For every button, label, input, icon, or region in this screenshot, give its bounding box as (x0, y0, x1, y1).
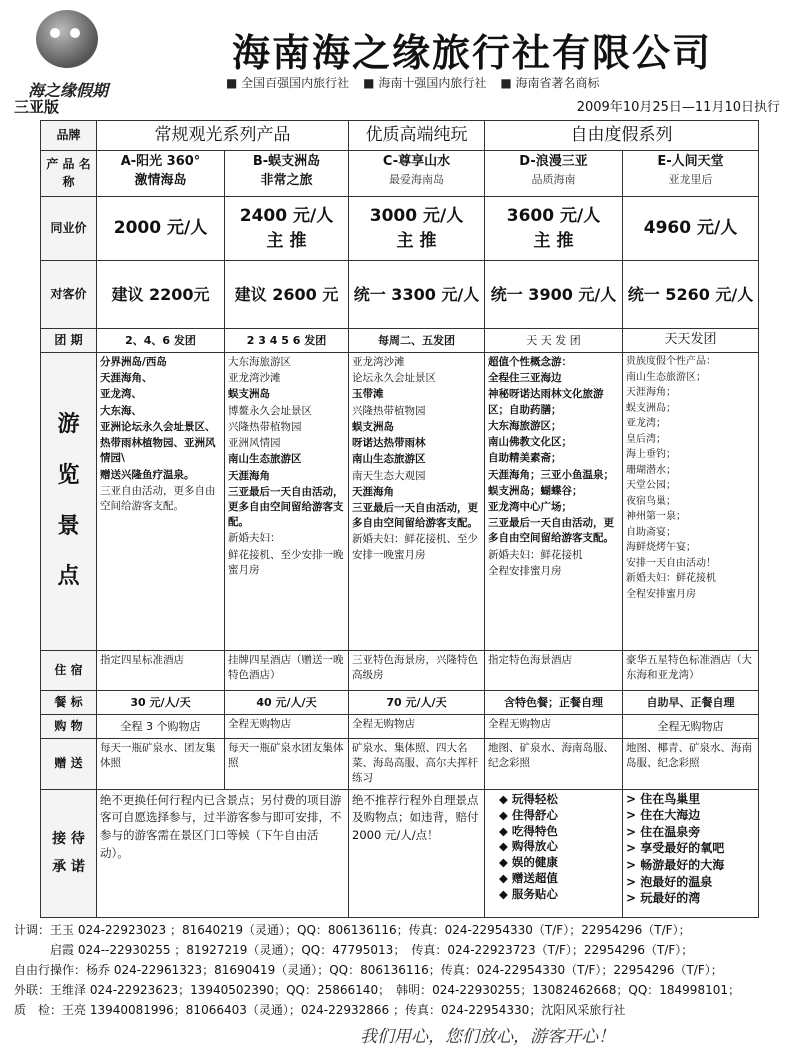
row-trade-price (41, 197, 759, 261)
slogan-1: ■ 全国百强国内旅行社 (226, 74, 349, 91)
meal-e: 自助早、正餐自理 (623, 691, 759, 715)
row-promise (41, 789, 759, 917)
row-name (41, 151, 759, 197)
label-shopping: 购 物 (41, 715, 97, 739)
label-brand: 品牌 (41, 121, 97, 151)
promise-e-item: > 享受最好的氧吧 (626, 841, 725, 856)
label-gifts: 赠 送 (41, 739, 97, 790)
retail-d: 统一 3900 元/人 (485, 261, 623, 329)
contact-line: 外联：王维泽 024-22923623；13940502390；QQ：25866140； 韩明：024-22930255；13082462668；QQ：184998101； (14, 983, 740, 997)
slogan-3: ■ 海南省著名商标 (500, 74, 599, 91)
shop-c: 全程无购物店 (349, 715, 485, 739)
edition-label: 三亚版 (14, 98, 60, 116)
gift-b: 每天一瓶矿泉水团友集体照 (225, 739, 349, 790)
promise-e-item: > 泡最好的温泉 (626, 874, 713, 889)
group-e: 天天发团 (623, 329, 759, 353)
product-e: E-人间天堂 亚龙里后 (623, 151, 759, 197)
sights-c: 亚龙湾沙滩 论坛永久会址景区 玉带滩 兴隆热带植物园 蜈支洲岛 呀诺达热带雨林 南山生态旅游区 南天生态大观园 天涯海角 三亚最后一天自由活动，更多自由空间留给游客支配。 新婚夫妇：鲜花接机、至少安排一晚蜜月房 (349, 353, 485, 651)
promise-d-item: ◆ 服务贴心 (499, 887, 558, 902)
hotel-d: 指定特色海景酒店 (485, 651, 623, 691)
trade-b: 2400 元/人 主 推 (225, 197, 349, 261)
trade-e: 4960 元/人 (623, 197, 759, 261)
trade-c: 3000 元/人 主 推 (349, 197, 485, 261)
gift-c: 矿泉水、集体照、四大名菜、海岛高服、高尔夫挥杆练习 (349, 739, 485, 790)
promise-e-item: > 玩最好的湾 (626, 891, 701, 906)
promise-d-item: ◆ 赠送超值 (499, 871, 558, 886)
group-d: 天 天 发 团 (485, 329, 623, 353)
label-name: 产 品 名 称 (41, 151, 97, 197)
gift-d: 地图、矿泉水、海南岛服、纪念彩照 (485, 739, 623, 790)
sights-b: 大东海旅游区 亚龙湾沙滩 蜈支洲岛 博鳌永久会址景区 兴隆热带植物园 亚洲风情园 南山生态旅游区 天涯海角 三亚最后一天自由活动，更多自由空间留给游客支配。 新婚夫妇： 鲜花接机、至少安排一晚蜜月房 (225, 353, 349, 651)
label-group: 团 期 (41, 329, 97, 353)
group-b: 2 3 4 5 6 发团 (225, 329, 349, 353)
promise-d-item: ◆ 购得放心 (499, 839, 558, 854)
gift-e: 地图、椰青、矿泉水、海南岛服、纪念彩照 (623, 739, 759, 790)
row-gifts (41, 739, 759, 790)
label-trade: 同业价 (41, 197, 97, 261)
contact-line: 启霞 024--22930255 ；81927219（灵通）；QQ：47795013； 传真：024-22923723（T/F）；22954296（T/F）； (14, 943, 694, 957)
gift-a: 每天一瓶矿泉水、团友集体照 (97, 739, 225, 790)
slogans (226, 74, 600, 91)
product-a: A-阳光 360° 激情海岛 (97, 151, 225, 197)
promise-d-item: ◆ 玩得轻松 (499, 791, 558, 806)
category-free: 自由度假系列 (485, 121, 759, 151)
shop-a: 全程 3 个购物店 (97, 715, 225, 739)
row-group-dates (41, 329, 759, 353)
row-hotel (41, 651, 759, 691)
label-meal: 餐 标 (41, 691, 97, 715)
hotel-b: 挂牌四星酒店（赠送一晚特色酒店） (225, 651, 349, 691)
promise-e-item: > 住在鸟巢里 (626, 791, 701, 806)
promise-e-item: > 住在温泉旁 (626, 824, 701, 839)
trade-d: 3600 元/人 主 推 (485, 197, 623, 261)
meal-d: 含特色餐；正餐自理 (485, 691, 623, 715)
promise-e (623, 789, 759, 917)
meal-c: 70 元/人/天 (349, 691, 485, 715)
slogan-2: ■ 海南十强国内旅行社 (363, 74, 486, 91)
trade-a: 2000 元/人 (97, 197, 225, 261)
shop-b: 全程无购物店 (225, 715, 349, 739)
promise-e-item: > 畅游最好的大海 (626, 858, 725, 873)
retail-b: 建议 2600 元 (225, 261, 349, 329)
footer-slogan: 我们用心，您们放心，游客开心！ (360, 1027, 615, 1047)
group-a: 2、4、6 发团 (97, 329, 225, 353)
logo-text: 海之缘假期 (28, 81, 109, 100)
row-brand (41, 121, 759, 151)
product-d: D-浪漫三亚 品质海南 (485, 151, 623, 197)
label-promise: 接 待 承 诺 (41, 789, 97, 917)
retail-c: 统一 3300 元/人 (349, 261, 485, 329)
hotel-e: 豪华五星特色标准酒店（大东海和亚龙湾） (623, 651, 759, 691)
contact-line: 自由行操作：杨乔 024-22961323；81690419（灵通）；QQ：806136116；传真：024-22954330（T/F）；22954296（T/F）； (14, 963, 723, 977)
company-name: 海南海之缘旅行社有限公司 (232, 31, 713, 75)
shop-d: 全程无购物店 (485, 715, 623, 739)
promise-e-item: > 住在大海边 (626, 808, 701, 823)
sights-d: 超值个性概念游： 全程住三亚海边 神秘呀诺达雨林文化旅游区；自助药膳； 大东海旅游区； 南山佛教文化区； 自助精美素斋； 天涯海角；三亚小鱼温泉； 蜈支洲岛；蝴蝶谷； 亚龙湾中心广场； 三亚最后一天自由活动，更多自由空间留给游客支配。 新婚夫妇：鲜花接机 全程安排蜜月房 (485, 353, 623, 651)
product-b: B-蜈支洲岛 非常之旅 (225, 151, 349, 197)
meal-a: 30 元/人/天 (97, 691, 225, 715)
row-meal (41, 691, 759, 715)
contacts (14, 920, 794, 1020)
label-hotel: 住 宿 (41, 651, 97, 691)
promise-c: 绝不推荐行程外自理景点及购物点；如违背，赔付 2000 元/人/点！ (349, 789, 485, 917)
hotel-c: 三亚特色海景房，兴隆特色高级房 (349, 651, 485, 691)
promise-d-item: ◆ 住得舒心 (499, 807, 558, 822)
category-regular: 常规观光系列产品 (97, 121, 349, 151)
header (0, 0, 800, 118)
label-retail: 对客价 (41, 261, 97, 329)
promise-ab: 绝不更换任何行程内已含景点；另付费的项目游客可自愿选择参与，过半游客参与即可安排，不参与的游客需在景区门口等候（下午自由活动）。 (97, 789, 349, 917)
category-premium: 优质高端纯玩 (349, 121, 485, 151)
mascot-icon (36, 10, 98, 68)
retail-a: 建议 2200元 (97, 261, 225, 329)
sights-a: 分界洲岛/西岛 天涯海角、 亚龙湾、 大东海、 亚洲论坛永久会址景区、 热带雨林植物园、亚洲风情园\ 赠送兴隆鱼疗温泉。 三亚自由活动，更多自由空间给游客支配。 (97, 353, 225, 651)
shop-e: 全程无购物店 (623, 715, 759, 739)
validity-date: 2009年10月25日—11月10日执行 (576, 100, 780, 115)
sights-e: 贵族度假个性产品： 南山生态旅游区； 天涯海角； 蜈支洲岛； 亚龙湾； 皇后湾； 海上垂钓； 珊瑚潜水； 天堂公园； 夜宿鸟巢； 神州第一泉； 自助斋宴； 海鲜烧烤午宴； 安排一天自由活动！ 新婚夫妇：鲜花接机 全程安排蜜月房 (623, 353, 759, 651)
row-sights (41, 353, 759, 651)
promise-d (485, 789, 623, 917)
promise-d-item: ◆ 吃得特色 (499, 823, 558, 838)
hotel-a: 指定四星标准酒店 (97, 651, 225, 691)
group-c: 每周二、五发团 (349, 329, 485, 353)
row-retail-price (41, 261, 759, 329)
row-shopping (41, 715, 759, 739)
product-table (40, 120, 759, 918)
contact-line: 质 检：王亮 13940081996；81066403（灵通）；024-22932866 ；传真：024-22954330；沈阳风采旅行社 (14, 1003, 626, 1017)
meal-b: 40 元/人/天 (225, 691, 349, 715)
promise-d-item: ◆ 娱的健康 (499, 855, 558, 870)
contact-line: 计调：王玉 024-22923023 ；81640219（灵通）；QQ：806136116；传真：024-22954330（T/F）；22954296（T/F）； (14, 923, 691, 937)
retail-e: 统一 5260 元/人 (623, 261, 759, 329)
product-c: C-尊享山水 最爱海南岛 (349, 151, 485, 197)
label-sights: 游 览 景 点 (41, 353, 97, 651)
